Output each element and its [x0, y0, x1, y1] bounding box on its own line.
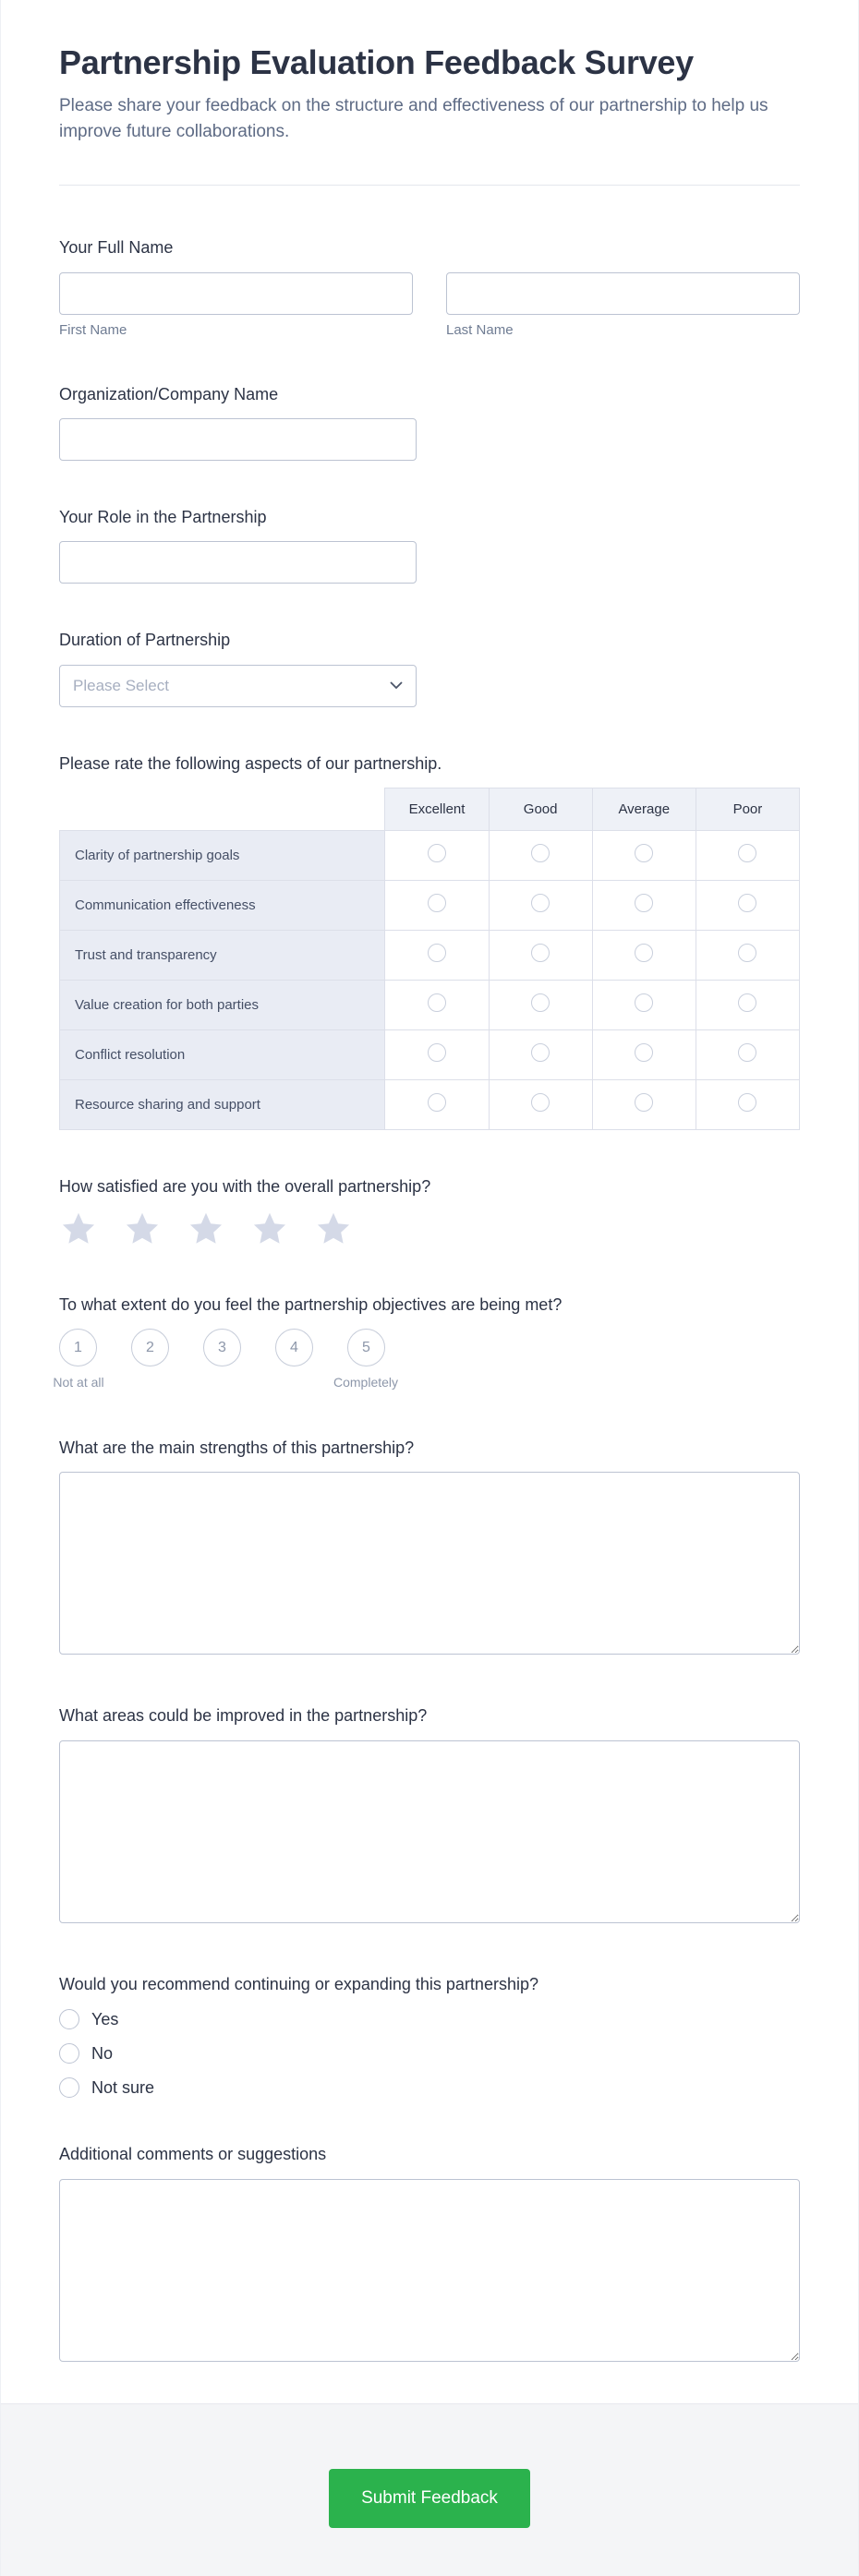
- full-name-label: Your Full Name: [59, 238, 174, 258]
- first-name-sublabel: First Name: [59, 321, 127, 338]
- star-icon[interactable]: [187, 1211, 225, 1248]
- question-organization: [59, 384, 800, 461]
- matrix-radio[interactable]: [738, 894, 756, 912]
- radio-option-not-sure[interactable]: [59, 2077, 800, 2098]
- form-title: Partnership Evaluation Feedback Survey: [59, 43, 694, 81]
- question-duration: [59, 630, 800, 706]
- rating-matrix: [59, 788, 800, 1130]
- radio-button[interactable]: [59, 2009, 79, 2029]
- chevron-down-icon: [390, 681, 403, 690]
- radio-option-label[interactable]: Not sure: [91, 2077, 155, 2097]
- last-name-sublabel: Last Name: [446, 321, 514, 338]
- objectives-label: To what extent do you feel the partnership objectives are being met?: [59, 1294, 563, 1314]
- matrix-row-label: Conflict resolution: [60, 1030, 385, 1080]
- matrix-row-label: Clarity of partnership goals: [60, 831, 385, 881]
- matrix-radio[interactable]: [531, 1093, 550, 1112]
- matrix-column-header: Excellent: [385, 788, 489, 831]
- matrix-radio[interactable]: [531, 1043, 550, 1062]
- matrix-row: [60, 1080, 800, 1130]
- role-input[interactable]: [59, 541, 417, 584]
- scale-option[interactable]: 3: [203, 1329, 241, 1366]
- question-full-name: [59, 237, 800, 337]
- improvements-label: What areas could be improved in the partnership?: [59, 1706, 428, 1726]
- comments-label: Additional comments or suggestions: [59, 2145, 327, 2164]
- matrix-radio[interactable]: [428, 894, 446, 912]
- question-recommend: [59, 1974, 800, 2098]
- scale-option[interactable]: 4: [275, 1329, 313, 1366]
- question-satisfaction: [59, 1176, 800, 1247]
- matrix-row: [60, 931, 800, 981]
- question-rating-matrix: [59, 753, 800, 1130]
- matrix-radio[interactable]: [738, 844, 756, 862]
- question-role: [59, 507, 800, 584]
- star-icon[interactable]: [250, 1211, 289, 1248]
- star-icon[interactable]: [314, 1211, 353, 1248]
- form-subtitle: Please share your feedback on the structure and effectiveness of our partnership to help us improve future collaborations.: [59, 96, 768, 141]
- matrix-radio[interactable]: [635, 844, 653, 862]
- scale-min-label: Not at all: [53, 1375, 104, 1390]
- matrix-radio[interactable]: [428, 844, 446, 862]
- scale-option[interactable]: 1: [59, 1329, 97, 1366]
- scale-option[interactable]: 2: [131, 1329, 169, 1366]
- question-strengths: [59, 1438, 800, 1659]
- recommend-label: Would you recommend continuing or expanding this partnership?: [59, 1974, 538, 1993]
- matrix-row-label: Trust and transparency: [60, 931, 385, 981]
- form-footer: [1, 2403, 858, 2576]
- submit-feedback-button[interactable]: Submit Feedback: [329, 2469, 530, 2528]
- matrix-row-label: Resource sharing and support: [60, 1080, 385, 1130]
- matrix-radio[interactable]: [738, 1093, 756, 1112]
- strengths-label: What are the main strengths of this partnership?: [59, 1438, 415, 1458]
- matrix-radio[interactable]: [635, 894, 653, 912]
- scale-max-label: Completely: [333, 1375, 399, 1390]
- matrix-radio[interactable]: [738, 1043, 756, 1062]
- duration-label: Duration of Partnership: [59, 631, 231, 650]
- matrix-row: [60, 1030, 800, 1080]
- organization-label: Organization/Company Name: [59, 384, 279, 403]
- form-header: [1, 0, 858, 186]
- duration-select[interactable]: [59, 665, 417, 707]
- question-objectives-scale: [53, 1294, 800, 1391]
- matrix-column-header: Poor: [696, 788, 799, 831]
- matrix-radio[interactable]: [531, 944, 550, 962]
- matrix-row-label: Value creation for both parties: [60, 981, 385, 1030]
- matrix-radio[interactable]: [531, 844, 550, 862]
- matrix-row: [60, 831, 800, 881]
- star-icon[interactable]: [59, 1211, 98, 1248]
- matrix-radio[interactable]: [738, 944, 756, 962]
- satisfaction-label: How satisfied are you with the overall partnership?: [59, 1177, 431, 1197]
- matrix-corner-cell: [60, 788, 385, 831]
- strengths-textarea[interactable]: [59, 1472, 800, 1655]
- matrix-radio[interactable]: [635, 993, 653, 1012]
- objectives-scale: [59, 1329, 800, 1366]
- scale-option[interactable]: 5: [347, 1329, 385, 1366]
- matrix-row-label: Communication effectiveness: [60, 881, 385, 931]
- matrix-radio[interactable]: [428, 1093, 446, 1112]
- matrix-radio[interactable]: [428, 944, 446, 962]
- matrix-column-header: Good: [489, 788, 592, 831]
- last-name-col: [446, 272, 800, 338]
- comments-textarea[interactable]: [59, 2179, 800, 2362]
- first-name-col: [59, 272, 413, 338]
- matrix-column-header: Average: [592, 788, 696, 831]
- improvements-textarea[interactable]: [59, 1740, 800, 1923]
- first-name-input[interactable]: [59, 272, 413, 315]
- matrix-row: [60, 981, 800, 1030]
- role-label: Your Role in the Partnership: [59, 508, 267, 527]
- radio-button[interactable]: [59, 2043, 79, 2064]
- star-rating: [59, 1211, 800, 1248]
- radio-option-label[interactable]: Yes: [91, 2009, 119, 2028]
- matrix-radio[interactable]: [531, 993, 550, 1012]
- scale-endpoint-labels: [53, 1375, 800, 1391]
- matrix-radio[interactable]: [635, 1043, 653, 1062]
- last-name-input[interactable]: [446, 272, 800, 315]
- star-icon[interactable]: [123, 1211, 162, 1248]
- matrix-row: [60, 881, 800, 931]
- question-comments: [59, 2144, 800, 2365]
- question-improvements: [59, 1705, 800, 1927]
- matrix-label: Please rate the following aspects of our partnership.: [59, 753, 442, 773]
- matrix-header-row: [60, 788, 800, 831]
- organization-input[interactable]: [59, 418, 417, 461]
- radio-button[interactable]: [59, 2077, 79, 2098]
- full-name-row: [59, 272, 800, 338]
- form-body: [1, 186, 858, 2402]
- matrix-radio[interactable]: [635, 1093, 653, 1112]
- matrix-radio[interactable]: [428, 993, 446, 1012]
- radio-option-label[interactable]: No: [91, 2043, 114, 2063]
- matrix-radio[interactable]: [635, 944, 653, 962]
- matrix-radio[interactable]: [531, 894, 550, 912]
- radio-option-no[interactable]: [59, 2043, 800, 2064]
- duration-select-value: Please Select: [73, 676, 169, 694]
- matrix-radio[interactable]: [738, 993, 756, 1012]
- matrix-radio[interactable]: [428, 1043, 446, 1062]
- radio-option-yes[interactable]: [59, 2009, 800, 2029]
